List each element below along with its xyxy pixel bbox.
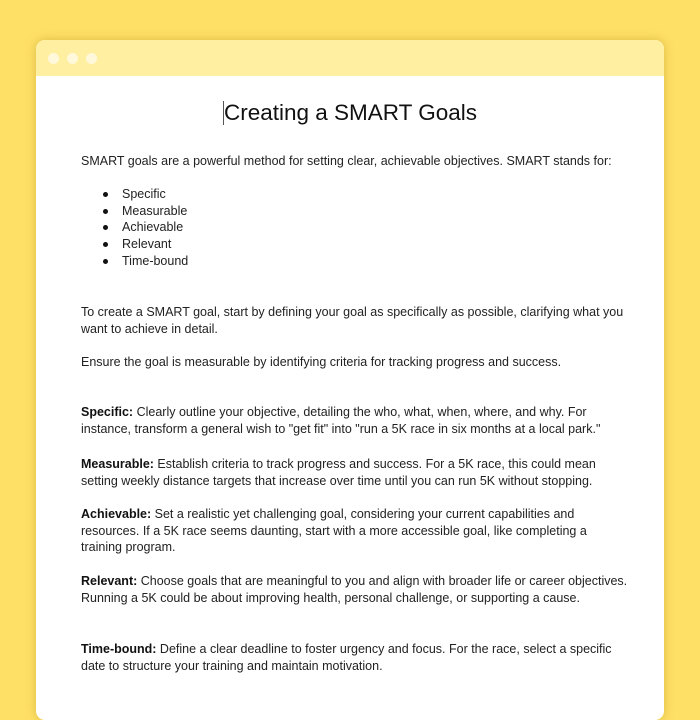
section-achievable [81,506,631,556]
smart-list [81,186,188,270]
window-minimize-dot-icon[interactable] [67,53,78,64]
list-item: Measurable [81,203,188,220]
section-relevant [81,573,631,606]
section-label: Relevant: [81,574,138,588]
window-titlebar [36,40,664,76]
document-title: Creating a SMART Goals [223,100,478,125]
document-title-line [81,99,619,127]
paragraph-measurable: Ensure the goal is measurable by identifying criteria for tracking progress and success. [81,355,562,369]
list-item: Achievable [81,219,188,236]
section-label: Achievable: [81,507,152,521]
section-text: Establish criteria to track progress and success. For a 5K race, this could mean setting weekly distance targets that increase over time until you can run 5K without stopping. [81,457,596,488]
paragraph-create: To create a SMART goal, start by defining your goal as specifically as possible, clarifying what you want to achieve in detail. [81,305,624,336]
section-text: Choose goals that are meaningful to you and align with broader life or career objectives. Running a 5K could be about improving health, personal challenge, or supporting a cause. [81,574,628,605]
section-text: Clearly outline your objective, detailing the who, what, when, where, and why. For instance, transform a general wish to "get fit" into "run a 5K race in six months at a local park." [81,405,601,436]
section-time-bound [81,641,631,674]
section-specific [81,404,631,437]
document-window [36,40,664,720]
list-item: Relevant [81,236,188,253]
list-item: Time-bound [81,253,188,270]
section-measurable [81,456,631,489]
list-item: Specific [81,186,188,203]
section-label: Measurable: [81,457,154,471]
window-maximize-dot-icon[interactable] [86,53,97,64]
section-text: Define a clear deadline to foster urgency and focus. For the race, select a specific date to structure your training and maintain motivation. [81,642,612,673]
intro-paragraph: SMART goals are a powerful method for setting clear, achievable objectives. SMART stands for: [81,154,612,168]
window-close-dot-icon[interactable] [48,53,59,64]
section-text: Set a realistic yet challenging goal, considering your current capabilities and resources. If a 5K race seems daunting, start with a more accessible goal, like completing a training program. [81,507,587,555]
section-label: Time-bound: [81,642,157,656]
section-label: Specific: [81,405,134,419]
